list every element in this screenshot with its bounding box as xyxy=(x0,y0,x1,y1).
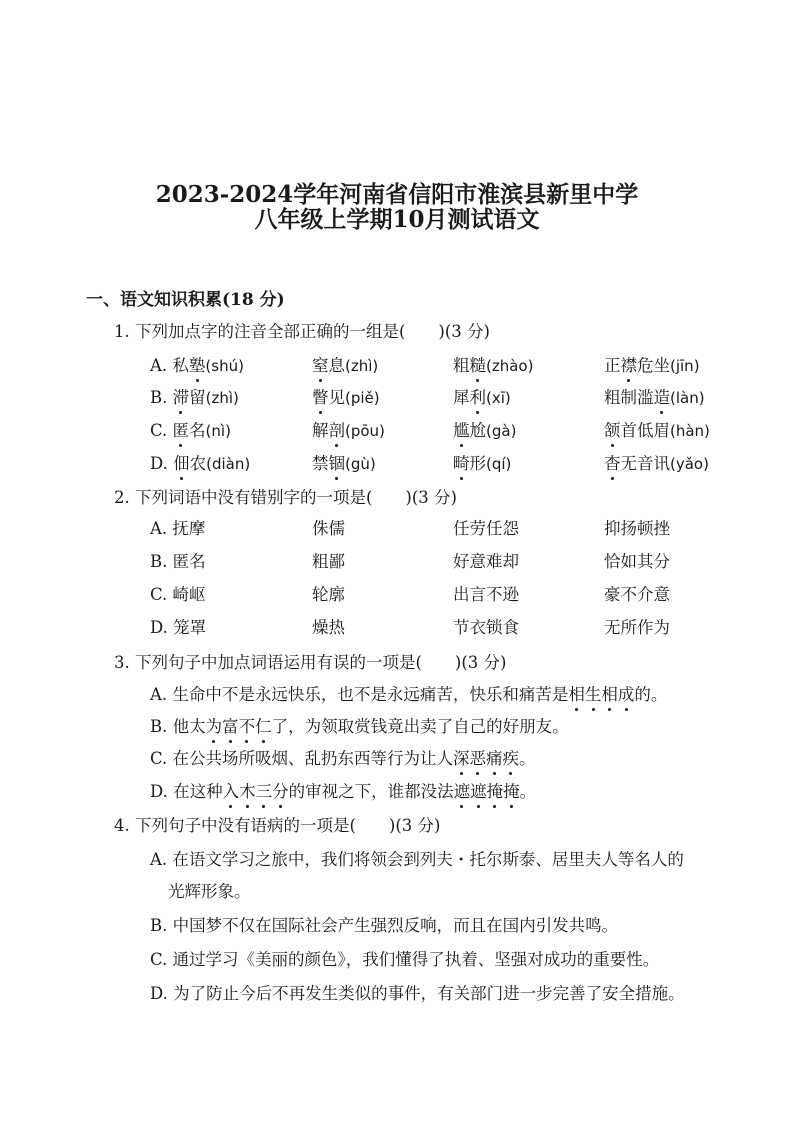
question-4-option-c: C. 通过学习《美丽的颜色》，我们懂得了执着、坚强对成功的重要性。 xyxy=(150,950,660,969)
dotted-character: 利 xyxy=(470,384,487,408)
q1-option-d-item xyxy=(150,450,250,474)
q2-option-b-word xyxy=(312,548,345,572)
q2-option-a-word xyxy=(150,515,205,539)
word-part: 息 xyxy=(328,356,345,375)
dotted-character: 痛 xyxy=(486,745,503,769)
q2-option-c-word xyxy=(453,581,519,605)
word-part: 危坐 xyxy=(637,356,670,375)
option-label: A. xyxy=(150,356,168,375)
word: 匿名 xyxy=(172,552,206,571)
question-4-option-d: D. 为了防止今后不再发生类似的事件，有关部门进一步完善了安全措施。 xyxy=(150,984,685,1003)
q1-option-a-item xyxy=(312,352,378,376)
word: 笼罩 xyxy=(173,618,207,637)
dotted-character: 深 xyxy=(453,745,470,769)
pinyin: (piě) xyxy=(345,389,380,407)
word-part: 尬 xyxy=(469,421,486,440)
word-part: 犀 xyxy=(453,388,470,407)
word-part: 禁 xyxy=(312,454,329,473)
q1-option-c-item xyxy=(604,417,710,441)
word-part: 正 xyxy=(604,356,621,375)
q1-option-c-item xyxy=(453,417,516,441)
dotted-character: 成 xyxy=(618,681,635,705)
dotted-character: 入 xyxy=(223,778,240,802)
pinyin: (qí) xyxy=(486,455,512,473)
dotted-character: 剖 xyxy=(329,417,346,441)
dotted-character: 木 xyxy=(239,778,256,802)
question-2-stem: 2. 下列词语中没有错别字的一项是( )(3 分) xyxy=(114,488,457,507)
option-label: A. xyxy=(150,519,168,538)
dotted-word xyxy=(568,685,634,704)
option-label: D. xyxy=(150,454,168,473)
word: 恰如其分 xyxy=(604,552,670,571)
dotted-character: 塾 xyxy=(189,352,206,376)
pinyin: (xī) xyxy=(486,389,511,407)
q1-option-d-item xyxy=(604,450,709,474)
q1-option-a-item xyxy=(604,352,700,376)
word: 抑扬顿挫 xyxy=(604,519,670,538)
dotted-character: 分 xyxy=(272,778,289,802)
dotted-character: 尴 xyxy=(453,417,470,441)
word-part: 无音讯 xyxy=(620,454,670,473)
q2-option-c-word xyxy=(604,581,670,605)
question-3-option-c: C. 在公共场所吸烟、乱扔东西等行为让人深恶痛疾。 xyxy=(150,745,536,769)
pinyin: (làn) xyxy=(670,389,705,407)
q2-option-a-word xyxy=(312,515,345,539)
word-part: 农 xyxy=(189,454,207,473)
pinyin: (gù) xyxy=(345,455,376,473)
pinyin: (pōu) xyxy=(345,422,385,440)
q2-option-b-word xyxy=(150,548,206,572)
dotted-character: 匿 xyxy=(173,417,190,441)
dotted-character: 生 xyxy=(585,681,602,705)
dotted-character: 遮 xyxy=(454,778,471,802)
pinyin: (diàn) xyxy=(206,455,251,473)
word: 侏儒 xyxy=(312,519,345,538)
word-part: 名 xyxy=(189,421,206,440)
word: 节衣锁食 xyxy=(453,618,519,637)
q1-option-b-item xyxy=(453,384,511,408)
dotted-character: 掩 xyxy=(487,778,504,802)
dotted-character: 遮 xyxy=(470,778,487,802)
q2-option-c-word xyxy=(150,581,206,605)
section-heading: 一、语文知识积累(18 分) xyxy=(86,290,285,310)
word: 燥热 xyxy=(312,618,345,637)
pinyin: (shú) xyxy=(205,357,244,375)
dotted-character: 为 xyxy=(206,713,223,737)
word: 好意难却 xyxy=(453,552,519,571)
dotted-word xyxy=(223,782,289,801)
dotted-character: 恶 xyxy=(470,745,487,769)
pinyin: (gà) xyxy=(486,422,517,440)
word: 轮廓 xyxy=(312,585,345,604)
dotted-word xyxy=(453,749,519,768)
dotted-character: 糙 xyxy=(470,352,487,376)
dotted-character: 佃 xyxy=(173,450,190,474)
word-part: 粗制滥 xyxy=(604,388,654,407)
dotted-character: 相 xyxy=(568,681,585,705)
word: 无所作为 xyxy=(604,618,670,637)
dotted-character: 颔 xyxy=(604,417,621,441)
option-label: B. xyxy=(150,388,168,407)
option-label: C. xyxy=(150,421,168,440)
q1-option-d-item xyxy=(453,450,511,474)
dotted-character: 窒 xyxy=(312,352,329,376)
q2-option-d-word xyxy=(312,614,345,638)
question-4-option-a-continued: 光辉形象。 xyxy=(168,882,251,901)
word-part: 解 xyxy=(312,421,329,440)
question-3-option-a: A. 生命中不是永远快乐，也不是永远痛苦，快乐和痛苦是相生相成的。 xyxy=(150,681,667,705)
question-4-stem: 4. 下列句子中没有语病的一项是( )(3 分) xyxy=(114,816,441,835)
option-label: D. xyxy=(150,618,168,637)
dotted-character: 疾 xyxy=(503,745,520,769)
exam-title-line2: 八年级上学期10月测试语文 xyxy=(254,206,540,233)
word: 豪不介意 xyxy=(604,585,670,604)
dotted-character: 不 xyxy=(239,713,256,737)
pinyin: (zhì) xyxy=(345,357,379,375)
pinyin: (zhào) xyxy=(486,357,534,375)
word: 粗鄙 xyxy=(312,552,345,571)
q2-option-c-word xyxy=(312,581,345,605)
dotted-character: 相 xyxy=(601,681,618,705)
dotted-character: 三 xyxy=(256,778,273,802)
question-3-option-d: D. 在这种入木三分的审视之下，谁都没法遮遮掩掩。 xyxy=(150,778,536,802)
dotted-character: 仁 xyxy=(255,713,272,737)
dotted-character: 滞 xyxy=(173,384,190,408)
word: 抚摩 xyxy=(172,519,206,538)
dotted-character: 襟 xyxy=(621,352,638,376)
word: 崎岖 xyxy=(172,585,206,604)
dotted-character: 掩 xyxy=(503,778,520,802)
option-label: B. xyxy=(150,552,168,571)
word: 任劳任怨 xyxy=(453,519,519,538)
q1-option-b-item xyxy=(604,384,705,408)
word-part: 留 xyxy=(189,388,206,407)
dotted-character: 瞥 xyxy=(312,384,329,408)
dotted-word xyxy=(454,782,520,801)
question-1-stem: 1. 下列加点字的注音全部正确的一组是( )(3 分) xyxy=(114,322,490,341)
word-part: 粗 xyxy=(453,356,470,375)
dotted-character: 畸 xyxy=(453,450,470,474)
dotted-word xyxy=(206,717,272,736)
question-3-option-b: B. 他太为富不仁了，为领取赏钱竟出卖了自己的好朋友。 xyxy=(150,713,569,737)
pinyin: (hàn) xyxy=(670,422,710,440)
word-part: 形 xyxy=(469,454,486,473)
q2-option-a-word xyxy=(453,515,519,539)
q1-option-b-item xyxy=(312,384,380,408)
question-4-option-a: A. 在语文学习之旅中，我们将领会到列夫・托尔斯泰、居里夫人等名人的 xyxy=(150,850,684,869)
q1-option-d-item xyxy=(312,450,376,474)
dotted-character: 锢 xyxy=(329,450,346,474)
option-label: C. xyxy=(150,585,168,604)
pinyin: (nì) xyxy=(205,422,231,440)
q2-option-d-word xyxy=(453,614,519,638)
word-part: 首低眉 xyxy=(620,421,670,440)
dotted-character: 造 xyxy=(654,384,671,408)
q2-option-b-word xyxy=(453,548,519,572)
pinyin: (jīn) xyxy=(670,357,700,375)
q1-option-b-item xyxy=(150,384,239,408)
q2-option-d-word xyxy=(150,614,206,638)
q2-option-d-word xyxy=(604,614,670,638)
question-4-option-b: B. 中国梦不仅在国际社会产生强烈反响，而且在国内引发共鸣。 xyxy=(150,916,619,935)
question-3-stem: 3. 下列句子中加点词语运用有误的一项是( )(3 分) xyxy=(114,653,507,672)
q2-option-b-word xyxy=(604,548,670,572)
q1-option-a-item xyxy=(150,352,244,376)
exam-title-line1: 2023-2024学年河南省信阳市淮滨县新里中学 xyxy=(155,181,639,208)
word-part: 见 xyxy=(328,388,345,407)
q1-option-a-item xyxy=(453,352,533,376)
q1-option-c-item xyxy=(150,417,231,441)
q2-option-a-word xyxy=(604,515,670,539)
pinyin: (zhì) xyxy=(205,389,239,407)
dotted-character: 杳 xyxy=(604,450,621,474)
word-part: 私 xyxy=(172,356,189,375)
word: 出言不逊 xyxy=(453,585,519,604)
pinyin: (yǎo) xyxy=(670,455,709,473)
dotted-character: 富 xyxy=(222,713,239,737)
q1-option-c-item xyxy=(312,417,385,441)
